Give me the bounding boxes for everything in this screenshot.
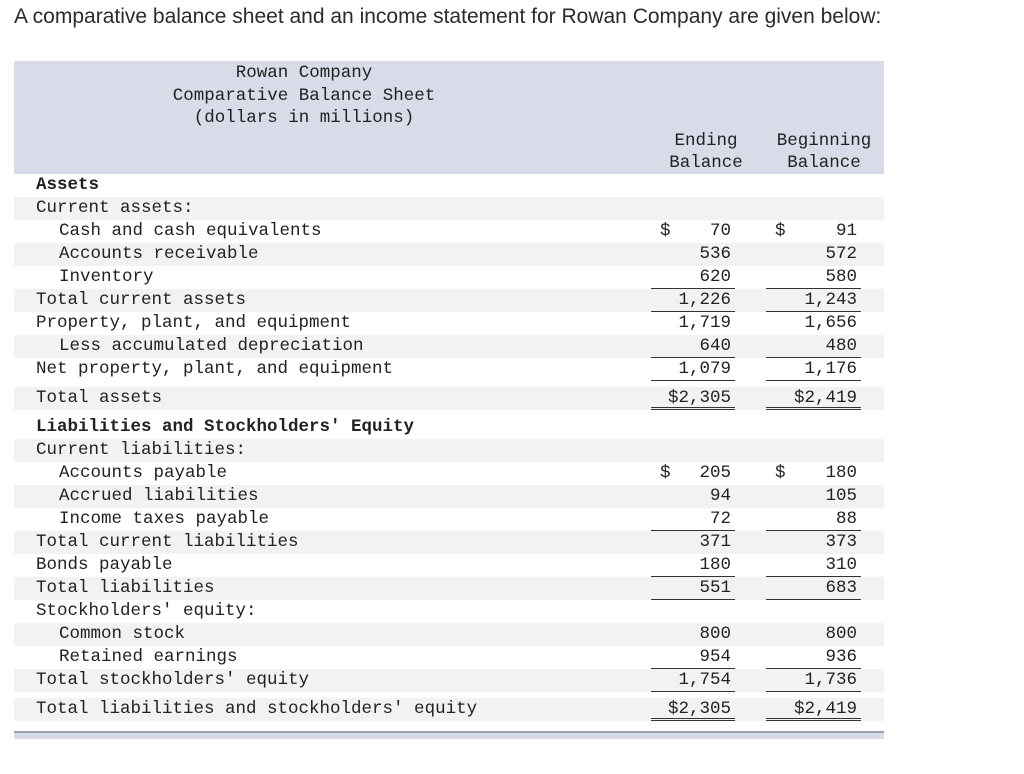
beginning-balance-cell — [766, 623, 861, 646]
beginning-value: 683 — [825, 578, 857, 598]
dollar-sign: $ — [775, 221, 786, 241]
table-row — [14, 335, 884, 358]
ending-balance-cell — [651, 554, 735, 577]
ending-balance-cell — [651, 646, 735, 669]
beginning-value: 1,243 — [804, 290, 857, 310]
ending-balance-cell — [651, 508, 735, 531]
beginning-balance-cell — [766, 485, 861, 508]
ending-value: 551 — [699, 578, 731, 598]
row-label: Total current assets — [36, 290, 247, 310]
ending-value: 620 — [699, 267, 731, 287]
ending-balance-cell — [651, 358, 735, 381]
beginning-balance-cell — [766, 698, 861, 721]
row-label: Cash and cash equivalents — [59, 221, 322, 241]
row-label: Total assets — [36, 388, 163, 408]
ending-balance-cell — [651, 312, 735, 335]
ending-value: 800 — [699, 624, 731, 644]
beginning-balance-header-line2: Balance — [787, 153, 861, 173]
table-row — [14, 358, 884, 381]
ending-balance-cell — [651, 289, 735, 312]
beginning-balance-cell — [766, 312, 861, 335]
table-row — [14, 462, 884, 485]
beginning-value: 480 — [825, 336, 857, 356]
ending-value: $2,305 — [667, 699, 731, 719]
table-row — [14, 439, 884, 462]
ending-value: 371 — [699, 532, 731, 552]
ending-value: 94 — [709, 486, 731, 506]
table-row — [14, 698, 884, 721]
beginning-balance-cell — [766, 289, 861, 312]
row-label: Total stockholders' equity — [36, 670, 310, 690]
ending-balance-cell — [651, 669, 735, 692]
ending-value: 1,719 — [678, 313, 731, 333]
beginning-value: 105 — [825, 486, 857, 506]
beginning-balance-cell — [766, 554, 861, 577]
table-row — [14, 266, 884, 289]
ending-balance-cell — [651, 462, 735, 485]
row-label: Common stock — [59, 624, 186, 644]
table-row — [14, 669, 884, 692]
ending-balance-cell — [651, 335, 735, 358]
table-row — [14, 508, 884, 531]
beginning-value: 1,176 — [804, 359, 857, 379]
table-row — [14, 623, 884, 646]
ending-value: 1,226 — [678, 290, 731, 310]
ending-value: 72 — [709, 509, 731, 529]
beginning-balance-cell — [766, 508, 861, 531]
dollar-sign: $ — [660, 463, 671, 483]
ending-balance-cell — [651, 577, 735, 600]
ending-balance-header-line1: Ending — [674, 131, 738, 151]
beginning-balance-cell — [766, 669, 861, 692]
ending-value: 205 — [699, 463, 731, 483]
beginning-value: 1,736 — [804, 670, 857, 690]
table-row — [14, 387, 884, 410]
row-label: Net property, plant, and equipment — [36, 359, 394, 379]
row-label: Liabilities and Stockholders' Equity — [36, 417, 415, 437]
row-label: Assets — [36, 175, 100, 195]
beginning-balance-cell — [766, 243, 861, 266]
beginning-balance-cell — [766, 577, 861, 600]
ending-balance-cell — [651, 531, 735, 554]
ending-value: 1,079 — [678, 359, 731, 379]
table-row — [14, 554, 884, 577]
beginning-value: $2,419 — [793, 388, 857, 408]
table-row — [14, 289, 884, 312]
beginning-balance-cell — [766, 358, 861, 381]
ending-balance-cell — [651, 220, 735, 243]
row-label: Accounts receivable — [59, 244, 259, 264]
ending-balance-cell — [651, 266, 735, 289]
beginning-balance-cell — [766, 531, 861, 554]
table-row — [14, 600, 884, 623]
ending-balance-header-line2: Balance — [669, 153, 743, 173]
beginning-balance-cell — [766, 220, 861, 243]
ending-balance-cell — [651, 698, 735, 721]
row-label: Property, plant, and equipment — [36, 313, 352, 333]
row-label: Bonds payable — [36, 555, 173, 575]
row-label: Stockholders' equity: — [36, 601, 257, 621]
ending-value: 640 — [699, 336, 731, 356]
row-label: Accrued liabilities — [59, 486, 259, 506]
ending-value: 70 — [709, 221, 731, 241]
table-row — [14, 174, 884, 197]
row-label: Total current liabilities — [36, 532, 299, 552]
table-row — [14, 646, 884, 669]
ending-value: 536 — [699, 244, 731, 264]
row-label: Inventory — [59, 267, 154, 287]
row-label: Current liabilities: — [36, 440, 247, 460]
beginning-value: 91 — [835, 221, 857, 241]
ending-value: 1,754 — [678, 670, 731, 690]
row-label: Retained earnings — [59, 647, 238, 667]
ending-balance-cell — [651, 485, 735, 508]
beginning-value: 936 — [825, 647, 857, 667]
ending-balance-cell — [651, 243, 735, 266]
table-row — [14, 531, 884, 554]
intro-text: A comparative balance sheet and an income statement for Rowan Company are given below: — [14, 5, 882, 28]
company-name: Rowan Company — [235, 63, 373, 83]
table-footer-bar — [14, 731, 884, 739]
beginning-value: 1,656 — [804, 313, 857, 333]
beginning-value: $2,419 — [793, 699, 857, 719]
beginning-balance-cell — [766, 335, 861, 358]
row-label: Accounts payable — [59, 463, 228, 483]
row-label: Total liabilities — [36, 578, 215, 598]
ending-value: 954 — [699, 647, 731, 667]
table-header — [14, 61, 884, 174]
table-row — [14, 197, 884, 220]
balance-sheet-table — [14, 61, 884, 739]
row-label: Current assets: — [36, 198, 194, 218]
table-row — [14, 220, 884, 243]
statement-units: (dollars in millions) — [193, 108, 415, 128]
table-row — [14, 577, 884, 600]
beginning-balance-header-line1: Beginning — [776, 131, 872, 151]
table-row — [14, 312, 884, 335]
beginning-value: 88 — [835, 509, 857, 529]
ending-balance-cell — [651, 623, 735, 646]
table-row — [14, 416, 884, 439]
beginning-value: 310 — [825, 555, 857, 575]
beginning-value: 373 — [825, 532, 857, 552]
beginning-value: 580 — [825, 267, 857, 287]
beginning-balance-cell — [766, 387, 861, 410]
beginning-balance-cell — [766, 266, 861, 289]
ending-balance-cell — [651, 387, 735, 410]
dollar-sign: $ — [660, 221, 671, 241]
row-label: Total liabilities and stockholders' equity — [36, 699, 478, 719]
row-label: Less accumulated depreciation — [59, 336, 364, 356]
beginning-balance-cell — [766, 646, 861, 669]
row-label: Income taxes payable — [59, 509, 270, 529]
ending-value: $2,305 — [667, 388, 731, 408]
table-row — [14, 243, 884, 266]
beginning-value: 800 — [825, 624, 857, 644]
table-row — [14, 485, 884, 508]
table-body — [14, 174, 884, 721]
statement-title: Comparative Balance Sheet — [172, 86, 436, 106]
beginning-value: 572 — [825, 244, 857, 264]
beginning-value: 180 — [825, 463, 857, 483]
ending-value: 180 — [699, 555, 731, 575]
beginning-balance-cell — [766, 462, 861, 485]
dollar-sign: $ — [775, 463, 786, 483]
